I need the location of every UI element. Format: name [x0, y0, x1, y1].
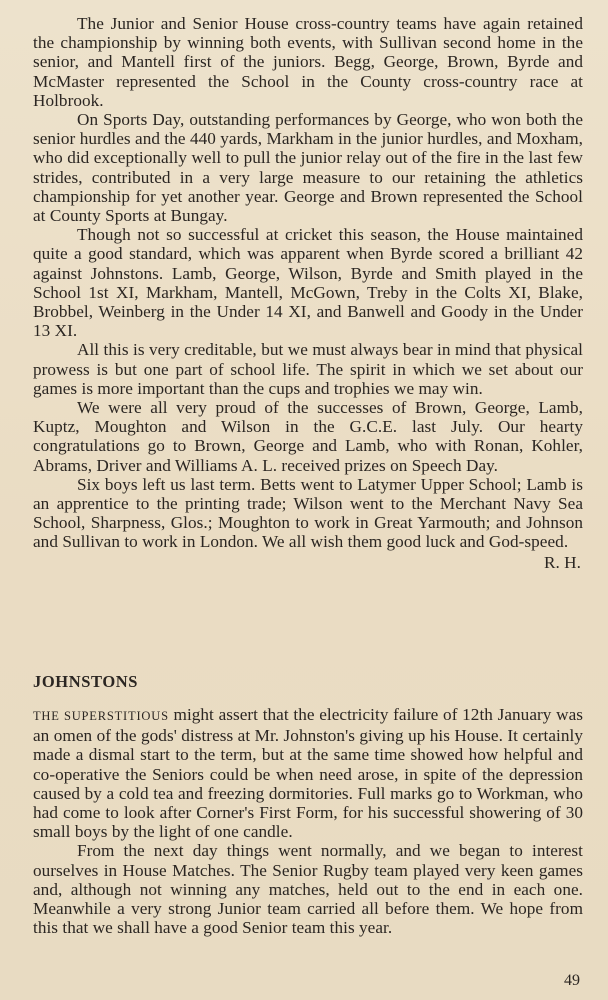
page-number: 49 — [564, 972, 580, 989]
section-heading-johnstons: JOHNSTONS — [33, 672, 139, 691]
paragraph-cross-country: The Junior and Senior House cross-country teams have again retained the championship by winning both events, with Sullivan second home in the senior, and Mantell first of the juniors. Begg, George, Brown, Byrde and McMaster represented the School in the County cross-country race at Holbrook. — [33, 14, 583, 110]
paragraph-electricity-failure — [33, 705, 583, 841]
paragraph-cricket: Though not so successful at cricket this season, the House maintained quite a good standard, which was apparent when Byrde scored a brilliant 42 against Johnstons. Lamb, George, Wilson, Byrde and Smith played in the School 1st XI, Markham, Mantell, McGown, Treby in the Colts XI, Blake, Brobbel, Weinberg in the Under 14 XI, and Banwell and Goody in the Under 13 XI. — [33, 225, 583, 341]
johnstons-report-section — [33, 705, 583, 937]
house-report-section — [33, 14, 583, 572]
author-signature: R. H. — [543, 552, 581, 572]
lead-small-caps: THE SUPERSTITIOUS — [33, 709, 169, 723]
paragraph-house-matches: From the next day things went normally, and we began to interest ourselves in House Matches. The Senior Rugby team played very keen games and, although not winning any matches, held out to the end in each one. Meanwhile a very strong Junior team carried all before them. We hope from this that we shall have a good Senior team this year. — [33, 841, 583, 938]
paragraph-school-life: All this is very creditable, but we must always bear in mind that physical prowess is but one part of school life. The spirit in which we set about our games is more important than the cups and trophies we may win. — [33, 340, 583, 398]
paragraph-leavers: Six boys left us last term. Betts went to Latymer Upper School; Lamb is an apprentice to the printing trade; Wilson went to the Merchant Navy Sea School, Sharpness, Glos.; Moughton to work in Great Yarmouth; and Johnson and Sullivan to work in London. We all wish them good luck and God-speed. — [33, 474, 583, 552]
paragraph-sports-day: On Sports Day, outstanding performances by George, who won both the senior hurdles and the 440 yards, Markham in the junior hurdles, and Moxham, who did exceptionally well to pull the junior relay out of the fire in the last few strides, contributed in a very large measure to our retaining the athletics championship for yet another year. George and Brown represented the School at County Sports at Bungay. — [33, 110, 583, 226]
paragraph-gce-results: We were all very proud of the successes of Brown, George, Lamb, Kuptz, Moughton and Wilson in the G.C.E. last July. Our hearty congratulations go to Brown, George and Lamb, who with Ronan, Kohler, Abrams, Driver and Williams A. L. received prizes on Speech Day. — [33, 398, 583, 475]
paragraph-electricity-failure-text: might assert that the electricity failure of 12th January was an omen of the gods' distress at Mr. Johnston's giving up his House. It certainly made a dismal start to the term, but at the same time showed how helpful and co-operative the Seniors could be when need arose, in spite of the depression caused by a cold tea and freezing dormitories. Full marks go to Workman, who had come to look after Corner's First Form, for his successful showering of 30 small boys by the light of one candle. — [33, 705, 583, 842]
